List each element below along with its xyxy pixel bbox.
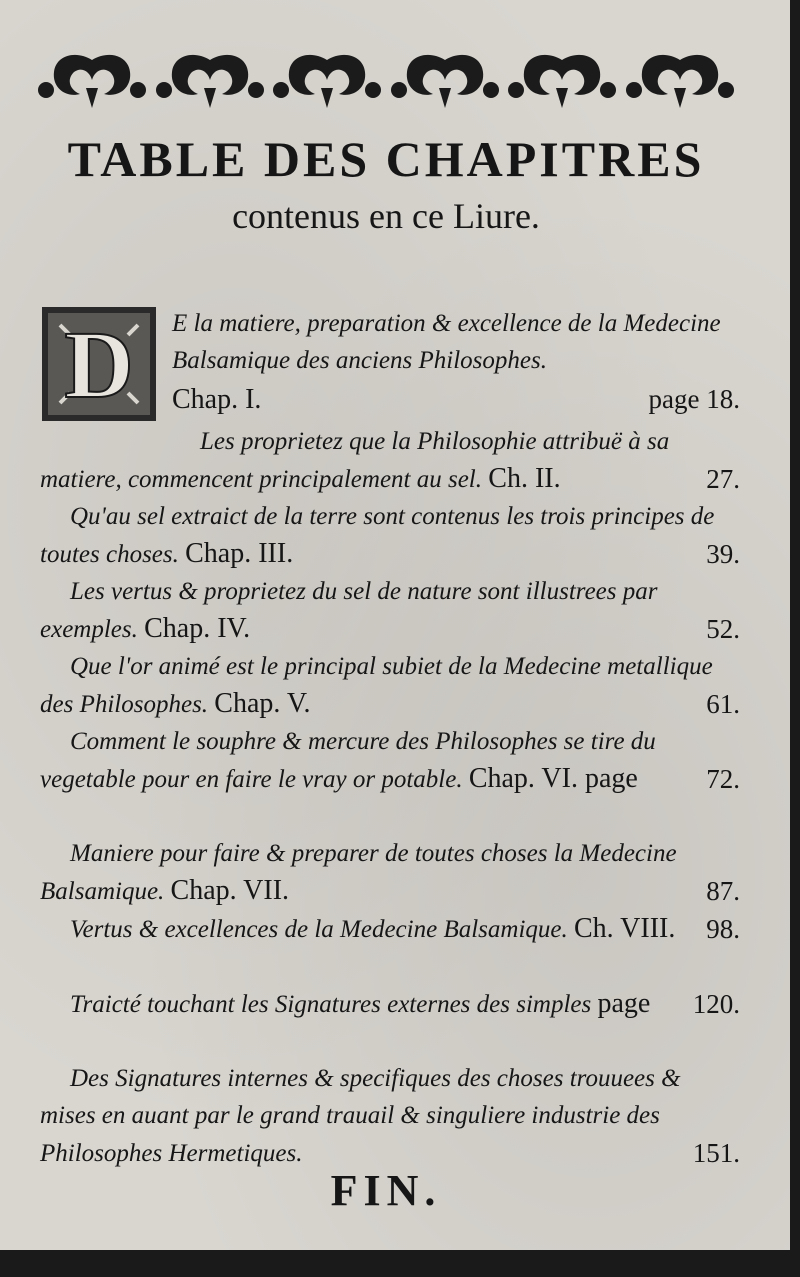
page-subtitle: contenus en ce Liure. [232, 196, 540, 236]
dropcap-letter: D [64, 311, 134, 418]
entry-page: page 18. [648, 384, 740, 414]
entry-text: Les proprietez que la Philosophie attribuë à sa matiere, commencent principalement au sel. [40, 428, 670, 493]
fleuron-ornament-icon [389, 50, 501, 110]
entry-page: 151. [692, 1138, 740, 1168]
toc-entry-ref [172, 381, 740, 419]
toc-entry [40, 573, 740, 648]
decorated-initial-icon [40, 305, 158, 423]
fleuron-ornament-icon [624, 50, 736, 110]
entry-page: 72. [706, 764, 740, 794]
fleuron-ornament-icon [271, 50, 383, 110]
entry-chapter: page [597, 988, 651, 1019]
entry-page: 52. [706, 614, 740, 644]
entry-text: Les vertus & proprietez du sel de nature sont illustrees par exemples. [40, 578, 658, 643]
fleuron-ornament-icon [154, 50, 266, 110]
entry-chapter: Ch. VIII. [573, 913, 676, 944]
toc-entry [40, 985, 740, 1023]
fleuron-ornament-icon [36, 50, 148, 110]
entry-page: 87. [706, 876, 740, 906]
toc-entry [40, 1060, 740, 1172]
toc-entry [172, 305, 740, 379]
entry-page: 120. [692, 989, 740, 1019]
entry-text: E la matiere, preparation & excellence de la Medecine Balsamique des anciens Philosophes. [172, 310, 721, 374]
entry-chapter: Chap. IV. [144, 613, 251, 644]
entry-text: Comment le souphre & mercure des Philosophes se tire du vegetable pour en faire le vray or potable. [40, 728, 656, 793]
entry-page: 98. [706, 914, 740, 944]
toc-entry [40, 423, 740, 498]
entry-chapter: Chap. VI. page [468, 763, 638, 794]
entry-page: 27. [706, 464, 740, 494]
ornament-band [36, 50, 736, 110]
entry-chapter: Chap. V. [214, 688, 311, 719]
fleuron-ornament-icon [506, 50, 618, 110]
entry-page: 39. [706, 539, 740, 569]
entry-chapter: Ch. II. [488, 463, 561, 494]
entry-page: 61. [706, 689, 740, 719]
entry-chapter: Chap. I. [172, 384, 262, 415]
toc-entry [40, 723, 740, 798]
entry-chapter: Chap. III. [185, 538, 294, 569]
end-marker: FIN. [330, 1166, 442, 1215]
entry-text: Maniere pour faire & preparer de toutes choses la Medecine Balsamique. [40, 840, 677, 905]
entry-chapter: Chap. VII. [170, 875, 290, 906]
entry-text: Que l'or animé est le principal subiet de la Medecine metallique des Philosophes. [40, 653, 713, 718]
entry-text: Des Signatures internes & specifiques des choses trouuees & mises en auant par le grand trauail & singuliere industrie des Philosophes Hermetiques. [40, 1065, 681, 1167]
toc-entry [40, 648, 740, 723]
entry-text: Qu'au sel extraict de la terre sont contenus les trois principes de toutes choses. [40, 503, 715, 568]
toc-entry [40, 835, 740, 910]
page-title: TABLE DES CHAPITRES [67, 131, 705, 187]
toc-entry [40, 498, 740, 573]
entry-text: Traicté touchant les Signatures externes des simples [70, 991, 592, 1018]
toc-entry [40, 910, 740, 948]
entry-text: Vertus & excellences de la Medecine Balsamique. [70, 916, 568, 943]
